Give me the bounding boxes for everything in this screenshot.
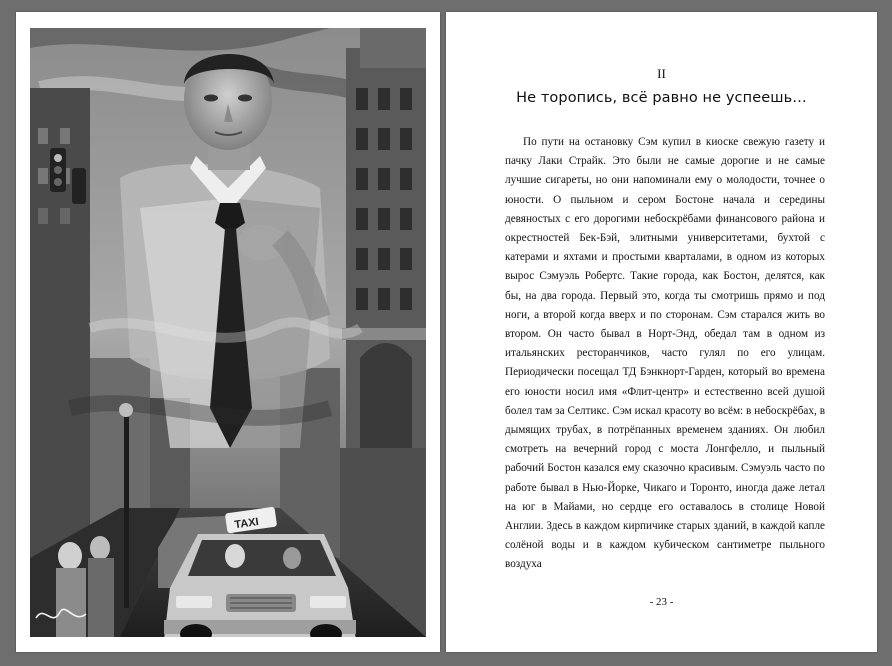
right-page <box>446 12 877 652</box>
chapter-illustration <box>30 28 426 637</box>
book-spread <box>16 12 877 652</box>
illustration-painting <box>30 28 426 637</box>
left-page <box>16 12 440 652</box>
taxi-sign-text: TAXI <box>233 516 260 532</box>
chapter-title: Не торопись, всё равно не успеешь… <box>516 90 807 106</box>
page-number: - 23 - <box>649 596 674 608</box>
chapter-number: II <box>657 66 666 81</box>
chapter-body-text: По пути на остановку Сэм купил в киоске свежую газету и пачку Лаки Страйк. Это были не самые дорогие и не самые лучшие сигареты, но они напоминали ему о молодости, точнее о юности. О пыльном и сером Бостоне начала и середины девяностых с его дорогими небоскрёбами финансового района и окрестностей Бек-Бэй, элитными университетами, бухтой с катерами и яхтами и простыми кварталами, в одном из которых вырос Сэмуэль Робертс. Такие города, как Бостон, делятся, как бы, на два города. Первый это, когда ты смотришь прямо и под ноги, а второй когда вверх и по сторонам. Сэм старался жить во втором. Он часто бывал в Норт-Энд, обедал там в одном из итальянских ресторанчиков, часто гулял по его улицам. Периодически посещал ТД Бэнкнорт-Гарден, который во времена его юности носил имя «Флит-центр» и естественно всей душой болел там за Селтикс. Сэм искал красоту во всём: в небоскрёбах, в дымящих трубах, в потрёпанных временем зданиях. Он любил смотреть на вечерний город с моста Лонгфелло, и пыльный рабочий Бостон казался ему сказочно красивым. Сэмуэль часто по работе бывал в Нью-Йорке, Чикаго и Торонто, иногда даже летал на юг в Майами, но сердце его оставалось в столице Новой Англии. Здесь в каждом кирпичике старых зданий, в каждой капле солёной воды и в каждом кубическом сантиметре пыльного воздуха <box>505 136 825 571</box>
